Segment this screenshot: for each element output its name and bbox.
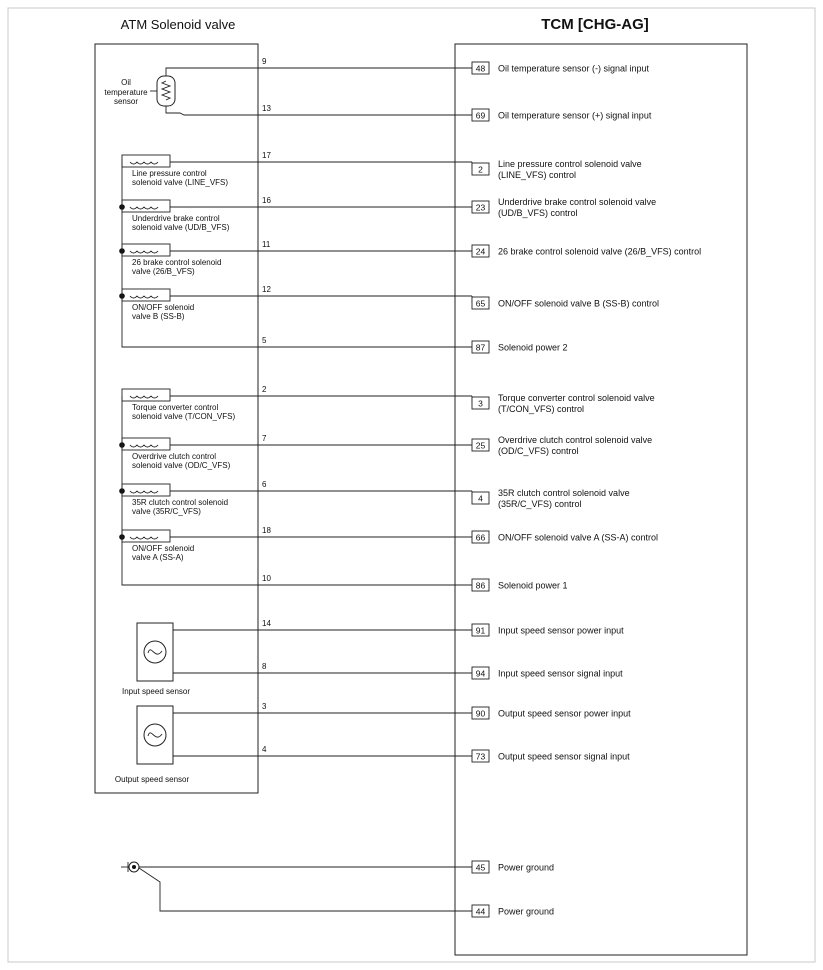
signal-label-2: (LINE_VFS) control <box>498 169 577 180</box>
coil-icon <box>130 491 158 493</box>
output-speed-sensor-label: Output speed sensor <box>114 775 190 784</box>
tcm-pin-25: 25 <box>475 440 486 451</box>
atm-title: ATM Solenoid valve <box>120 17 236 32</box>
coil-icon <box>130 537 158 539</box>
atm-pin-8: 8 <box>262 662 267 671</box>
tcm-pin-73: 73 <box>475 751 486 762</box>
solenoid-label: valve (35R/C_VFS) <box>132 507 201 516</box>
tcm-pin-44: 44 <box>475 906 486 917</box>
atm-pin-10: 10 <box>262 574 271 583</box>
tcm-pin-3: 3 <box>478 398 483 409</box>
signal-label-65: ON/OFF solenoid valve B (SS-B) control <box>498 298 660 309</box>
signal-label-45: Power ground <box>498 862 555 873</box>
solenoid-label: valve B (SS-B) <box>132 312 185 321</box>
solenoid-coil-box <box>122 438 170 450</box>
signal-label-87: Solenoid power 2 <box>498 342 568 353</box>
atm-pin-2: 2 <box>262 385 267 394</box>
atm-pin-4: 4 <box>262 745 267 754</box>
oil-temp-label-1: Oil <box>121 78 131 87</box>
power-ground-symbol <box>121 862 472 911</box>
coil-icon <box>130 296 158 298</box>
solenoid-label: solenoid valve (LINE_VFS) <box>132 178 229 187</box>
signal-label-91: Input speed sensor power input <box>498 625 624 636</box>
input-speed-sensor-label: Input speed sensor <box>121 687 191 696</box>
tcm-pin-23: 23 <box>475 202 486 213</box>
signal-label-25: Overdrive clutch control solenoid valve <box>498 434 653 445</box>
solenoid-coil-box <box>122 530 170 542</box>
tcm-pin-48: 48 <box>475 63 486 74</box>
solenoid-coil-box <box>122 155 170 167</box>
solenoid-coil-box <box>122 389 170 401</box>
signal-label-3: Torque converter control solenoid valve <box>498 392 655 403</box>
oil-temp-label-2: temperature <box>104 88 148 97</box>
oil-temp-sensor <box>104 68 472 115</box>
signal-label-23: (UD/B_VFS) control <box>498 207 578 218</box>
solenoid-label: 26 brake control solenoid <box>132 258 222 267</box>
tcm-pin-4: 4 <box>478 493 483 504</box>
atm-pin-17: 17 <box>262 151 271 160</box>
tcm-pin-45: 45 <box>475 862 486 873</box>
solenoid-label: Underdrive brake control <box>132 214 220 223</box>
oil-temp-label-3: sensor <box>113 97 139 106</box>
atm-pin-13: 13 <box>262 104 271 113</box>
signal-label-69: Oil temperature sensor (+) signal input <box>498 110 652 121</box>
coil-icon <box>130 445 158 447</box>
solenoid-valve-ss-a <box>122 530 472 562</box>
signal-label-2: Line pressure control solenoid valve <box>498 158 642 169</box>
atm-pin-3: 3 <box>262 702 267 711</box>
solenoid-label: Line pressure control <box>132 169 207 178</box>
atm-pin-9: 9 <box>262 57 267 66</box>
solenoid-label: valve (26/B_VFS) <box>132 267 195 276</box>
input-speed-sensor <box>122 623 472 696</box>
atm-pin-7: 7 <box>262 434 267 443</box>
atm-pin-6: 6 <box>262 480 267 489</box>
tcm-pin-86: 86 <box>475 580 486 591</box>
signal-label-4: 35R clutch control solenoid valve <box>498 487 630 498</box>
solenoid-label: solenoid valve (T/CON_VFS) <box>132 412 236 421</box>
signal-label-23: Underdrive brake control solenoid valve <box>498 196 657 207</box>
solenoid-label: ON/OFF solenoid <box>132 544 195 553</box>
output-speed-sensor <box>115 706 472 784</box>
signal-label-73: Output speed sensor signal input <box>498 751 630 762</box>
coil-icon <box>130 162 158 164</box>
solenoid-label: Overdrive clutch control <box>132 452 217 461</box>
solenoid-coil-box <box>122 289 170 301</box>
solenoid-label: valve A (SS-A) <box>132 553 184 562</box>
signal-label-90: Output speed sensor power input <box>498 708 631 719</box>
atm-pin-5: 5 <box>262 336 267 345</box>
tcm-pin-91: 91 <box>475 625 486 636</box>
tcm-pin-87: 87 <box>475 342 486 353</box>
tcm-pin-69: 69 <box>475 110 486 121</box>
tcm-pin-2: 2 <box>478 164 483 175</box>
tcm-pin-65: 65 <box>475 298 486 309</box>
atm-pin-16: 16 <box>262 196 271 205</box>
atm-pin-11: 11 <box>262 240 271 249</box>
coil-icon <box>130 207 158 209</box>
coil-icon <box>130 251 158 253</box>
solenoid-label: ON/OFF solenoid <box>132 303 195 312</box>
tcm-title: TCM [CHG-AG] <box>541 16 649 33</box>
signal-label-4: (35R/C_VFS) control <box>498 498 582 509</box>
solenoid-label: 35R clutch control solenoid <box>132 498 229 507</box>
atm-pin-14: 14 <box>262 619 271 628</box>
signal-label-24: 26 brake control solenoid valve (26/B_VFS) control <box>498 246 702 257</box>
solenoid-coil-box <box>122 200 170 212</box>
solenoid-coil-box <box>122 484 170 496</box>
tcm-pin-66: 66 <box>475 532 486 543</box>
solenoid-valve-ss-b <box>122 289 472 321</box>
tcm-pin-94: 94 <box>475 668 486 679</box>
solenoid-valve-od-c-vfs <box>122 438 472 470</box>
signal-label-44: Power ground <box>498 906 555 917</box>
coil-icon <box>130 396 158 398</box>
signal-label-86: Solenoid power 1 <box>498 580 568 591</box>
outer-frame <box>8 8 815 962</box>
signal-label-66: ON/OFF solenoid valve A (SS-A) control <box>498 532 659 543</box>
solenoid-coil-box <box>122 244 170 256</box>
tcm-pin-90: 90 <box>475 708 486 719</box>
solenoid-valve-line-vfs <box>122 155 472 187</box>
solenoid-label: Torque converter control <box>132 403 219 412</box>
solenoid-valve-26-b-vfs <box>122 244 472 276</box>
signal-label-25: (OD/C_VFS) control <box>498 445 579 456</box>
signal-label-94: Input speed sensor signal input <box>498 668 623 679</box>
tcm-pin-24: 24 <box>475 246 486 257</box>
solenoid-label: solenoid valve (UD/B_VFS) <box>132 223 230 232</box>
solenoid-valve-35r-c-vfs <box>122 484 472 516</box>
solenoid-label: solenoid valve (OD/C_VFS) <box>132 461 231 470</box>
atm-pin-12: 12 <box>262 285 271 294</box>
signal-label-3: (T/CON_VFS) control <box>498 403 585 414</box>
solenoid-valve-t-con-vfs <box>122 389 472 421</box>
atm-pin-18: 18 <box>262 526 271 535</box>
solenoid-valve-ud-b-vfs <box>122 200 472 232</box>
signal-label-48: Oil temperature sensor (-) signal input <box>498 63 650 74</box>
